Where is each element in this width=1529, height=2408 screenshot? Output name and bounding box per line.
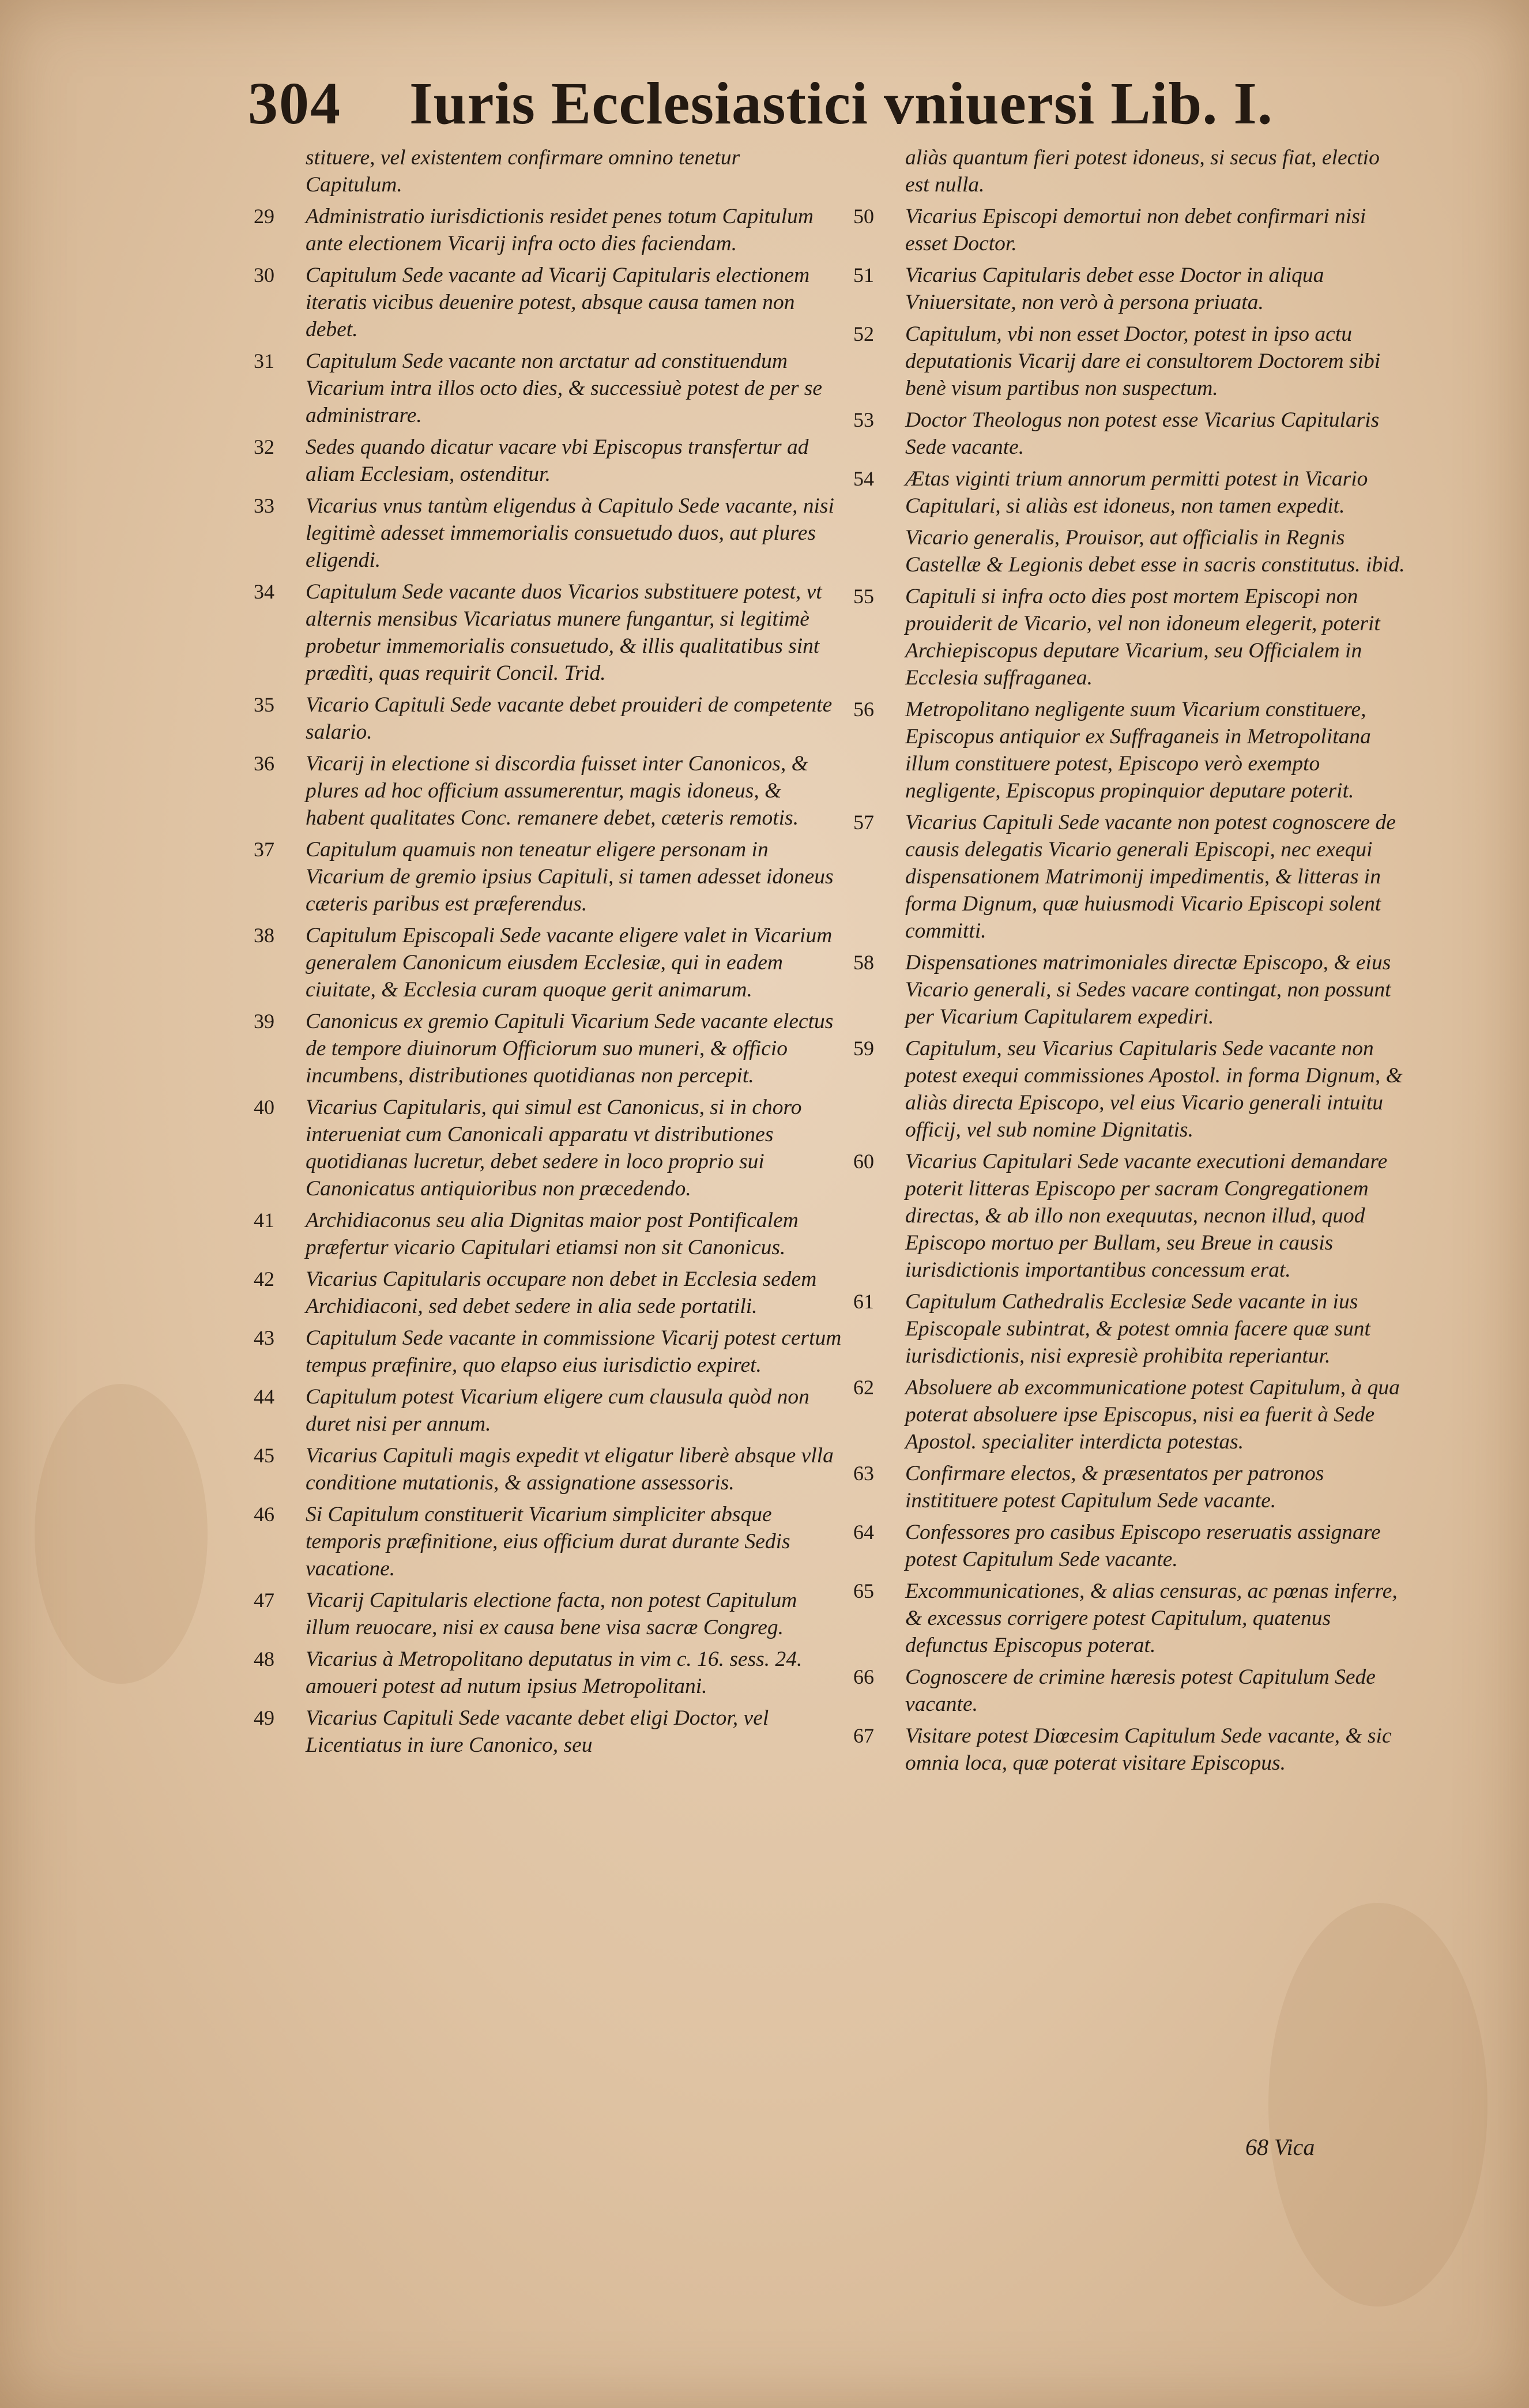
summary-entry bbox=[853, 321, 1407, 402]
entry-text: Cognoscere de crimine hæresis potest Capitulum Sede vacante. bbox=[905, 1665, 1376, 1716]
summary-entry bbox=[853, 144, 1407, 198]
entry-text: Dispensationes matrimoniales directæ Episcopo, & eius Vicario generali, si Sedes vacare contingat, non possunt per Vicarium Capitularem expediri. bbox=[905, 951, 1391, 1029]
entry-text: Doctor Theologus non potest esse Vicarius Capitularis Sede vacante. bbox=[905, 408, 1380, 459]
entry-text: Capitulum Sede vacante in commissione Vicarij potest certum tempus præfinire, quo elapso eius iurisdictio expiret. bbox=[306, 1326, 842, 1377]
entry-text: Excommunicationes, & alias censuras, ac pœnas inferre, & excessus corrigere potest Capitulum, quatenus defunctus Episcopus poterat. bbox=[905, 1579, 1398, 1657]
entry-text: Vicarij in electione si discordia fuisset inter Canonicos, & plures ad hoc officium assumerentur, magis idoneus, & habent qualitates Conc. remanere debet, cæteris remotis. bbox=[306, 752, 808, 830]
summary-entry bbox=[254, 348, 842, 429]
summary-entry bbox=[254, 144, 842, 198]
summary-entry bbox=[254, 1266, 842, 1320]
summary-entry bbox=[853, 1148, 1407, 1284]
entry-number: 41 bbox=[254, 1209, 274, 1232]
entry-number: 66 bbox=[853, 1665, 874, 1688]
entry-text: Capitulum Episcopali Sede vacante eligere valet in Vicarium generalem Canonicum eiusdem Ecclesiæ, qui in eadem ciuitate, & Ecclesia curam quoque gerit animarum. bbox=[306, 924, 833, 1002]
entry-number: 48 bbox=[254, 1647, 274, 1670]
entry-text: Vicarius Capituli Sede vacante debet eligi Doctor, vel Licentiatus in iure Canonico, seu bbox=[306, 1706, 769, 1757]
entry-number: 65 bbox=[853, 1579, 874, 1602]
entry-number: 29 bbox=[254, 205, 274, 228]
entry-text: Vicarij Capitularis electione facta, non potest Capitulum illum reuocare, nisi ex causa bene visa sacræ Congreg. bbox=[306, 1589, 797, 1639]
summary-entry bbox=[254, 1442, 842, 1496]
entry-text: Si Capitulum constituerit Vicarium simpliciter absque temporis præfinitione, eius officium durat durante Sedis vacatione. bbox=[306, 1503, 790, 1581]
summary-entry bbox=[853, 949, 1407, 1030]
entry-text: Vicarius Capituli Sede vacante non potest cognoscere de causis delegatis Vicario generali Episcopi, nec exequi dispensationem Matrimonij impedimentis, & litteras in forma Dignum, quæ huiusmodi Vicario Episcopi solent committi. bbox=[905, 811, 1396, 943]
summary-entry bbox=[254, 691, 842, 746]
summary-entry bbox=[254, 578, 842, 687]
summary-entry bbox=[254, 922, 842, 1003]
entry-number: 62 bbox=[853, 1376, 874, 1399]
summary-entry bbox=[853, 696, 1407, 804]
summary-entry bbox=[853, 1035, 1407, 1143]
entry-text: Visitare potest Diœcesim Capitulum Sede vacante, & sic omnia loca, quæ poterat visitare Episcopus. bbox=[905, 1724, 1392, 1775]
summary-entry bbox=[254, 1501, 842, 1582]
summary-entry bbox=[254, 836, 842, 917]
entry-text: Vicarius vnus tantùm eligendus à Capitulo Sede vacante, nisi legitimè adesset immemorialis consuetudo duos, aut plures eligendi. bbox=[306, 494, 834, 572]
paper-stain bbox=[1268, 1903, 1487, 2307]
entry-number: 38 bbox=[254, 924, 274, 947]
entry-number: 34 bbox=[254, 580, 274, 603]
entry-number: 37 bbox=[254, 838, 274, 861]
entry-text: Capitulum, vbi non esset Doctor, potest in ipso actu deputationis Vicarij dare ei consultorem Doctorem sibi benè visum partibus non suspectum. bbox=[905, 322, 1381, 400]
summary-entry bbox=[254, 1587, 842, 1641]
entry-text: Capitulum Sede vacante non arctatur ad constituendum Vicarium intra illos octo dies, & successiuè potest de per se administrare. bbox=[306, 349, 823, 427]
entry-text: Administratio iurisdictionis residet penes totum Capitulum ante electionem Vicarij infra octo dies faciendam. bbox=[306, 205, 814, 255]
entry-number: 30 bbox=[254, 264, 274, 287]
entry-text: Vicarius Capitulari Sede vacante executioni demandare poterit litteras Episcopo per sacram Congregationem directas, & ab illo non exequutas, necnon illud, quod Episcopo mortuo per Bullam, seu Breue in causis iurisdictionis importantibus concessum erat. bbox=[905, 1150, 1388, 1282]
entry-text: Vicarius Capitularis occupare non debet in Ecclesia sedem Archidiaconi, sed debet sedere in alia sede portatili. bbox=[306, 1267, 817, 1318]
entry-text: Capitulum potest Vicarium eligere cum clausula quòd non duret nisi per annum. bbox=[306, 1385, 809, 1436]
entry-text: Capitulum Sede vacante ad Vicarij Capitularis electionem iteratis vicibus deuenire potest, absque causa tamen non debet. bbox=[306, 264, 810, 341]
entry-text: Archidiaconus seu alia Dignitas maior post Pontificalem præfertur vicario Capitulari etiamsi non sit Canonicus. bbox=[306, 1209, 799, 1259]
entry-text: Vicarius Capitularis debet esse Doctor in aliqua Vniuersitate, non verò à persona priuata. bbox=[905, 264, 1324, 314]
entry-text: Vicarius Capituli magis expedit vt eligatur liberè absque vlla conditione mutationis, & assignatione assessoris. bbox=[306, 1444, 834, 1495]
entry-text: Capitulum Cathedralis Ecclesiæ Sede vacante in ius Episcopale subintrat, & potest omnia facere quæ sunt iurisdictionis, nisi expresiè prohibita reperiantur. bbox=[905, 1290, 1370, 1368]
summary-entry bbox=[853, 1374, 1407, 1455]
summary-entry bbox=[254, 1646, 842, 1700]
summary-entry bbox=[853, 1722, 1407, 1777]
summary-entry bbox=[853, 583, 1407, 691]
summary-entry bbox=[853, 809, 1407, 945]
summary-entry bbox=[853, 1578, 1407, 1659]
entry-text: Vicario Capituli Sede vacante debet prouideri de competente salario. bbox=[306, 693, 833, 744]
paper-stain bbox=[35, 1384, 208, 1684]
entry-text: Capitulum Sede vacante duos Vicarios substituere potest, vt alternis mensibus Vicariatus munere fungantur, si legitimè probetur immemorialis consuetudo, & illis qualitatibus sint prædìti, quas requirit Concil. Trid. bbox=[306, 580, 822, 685]
running-title: Iuris Ecclesiastici vniuersi Lib. I. bbox=[409, 70, 1273, 137]
right-column bbox=[853, 144, 1407, 1781]
entry-number: 58 bbox=[853, 951, 874, 974]
entry-number: 55 bbox=[853, 585, 874, 608]
entry-text: Canonicus ex gremio Capituli Vicarium Sede vacante electus de tempore diuinorum Officiorum suo muneri, & officio incumbens, distributiones quotidianas non percepit. bbox=[306, 1010, 834, 1088]
entry-number: 46 bbox=[254, 1503, 274, 1526]
entry-text: Sedes quando dicatur vacare vbi Episcopus transfertur ad aliam Ecclesiam, ostenditur. bbox=[306, 435, 809, 486]
summary-entry bbox=[853, 262, 1407, 316]
summary-entry bbox=[254, 750, 842, 831]
entry-text: Vicarius Episcopi demortui non debet confirmari nisi esset Doctor. bbox=[905, 205, 1366, 255]
entry-number: 36 bbox=[254, 752, 274, 775]
entry-number: 33 bbox=[254, 494, 274, 517]
summary-entry bbox=[254, 1325, 842, 1379]
entry-number: 35 bbox=[254, 693, 274, 716]
summary-entry bbox=[853, 203, 1407, 257]
entry-number: 49 bbox=[254, 1706, 274, 1729]
entry-number: 47 bbox=[254, 1589, 274, 1612]
entry-text: Capitulum quamuis non teneatur eligere personam in Vicarium de gremio ipsius Capituli, si tamen adesset idoneus cæteris paribus est præferendus. bbox=[306, 838, 834, 916]
entry-number: 44 bbox=[254, 1385, 274, 1408]
entry-number: 53 bbox=[853, 408, 874, 431]
entry-text: Vicarius à Metropolitano deputatus in vim c. 16. sess. 24. amoueri potest ad nutum ipsius Metropolitani. bbox=[306, 1647, 803, 1698]
entry-number: 64 bbox=[853, 1521, 874, 1544]
entry-number: 61 bbox=[853, 1290, 874, 1313]
summary-entry bbox=[254, 262, 842, 343]
entry-text: Confirmare electos, & præsentatos per patronos institituere potest Capitulum Sede vacante. bbox=[905, 1462, 1324, 1512]
summary-entry bbox=[853, 1664, 1407, 1718]
entry-number: 51 bbox=[853, 264, 874, 287]
summary-entry bbox=[254, 1008, 842, 1089]
entry-text: Metropolitano negligente suum Vicarium constituere, Episcopus antiquior ex Suffraganeis in Metropolitana illum constituere potest, Episcopo verò exempto negligente, Episcopus propinquior deputare poterit. bbox=[905, 698, 1371, 803]
summary-entry bbox=[853, 1288, 1407, 1369]
catchword: 68 Vica bbox=[1245, 2134, 1315, 2160]
left-column bbox=[254, 144, 842, 1763]
summary-entry bbox=[254, 1383, 842, 1438]
entry-text: Vicario generalis, Prouisor, aut officialis in Regnis Castellæ & Legionis debet esse in sacris constitutus. ibid. bbox=[905, 526, 1405, 577]
entry-text: stituere, vel existentem confirmare omnino tenetur Capitulum. bbox=[306, 146, 740, 197]
summary-entry bbox=[254, 1705, 842, 1759]
entry-number: 56 bbox=[853, 698, 874, 721]
entry-text: Capituli si infra octo dies post mortem Episcopi non prouiderit de Vicario, vel non idoneum elegerit, poterit Archiepiscopus deputare Vicarium, seu Officialem in Ecclesia suffraganea. bbox=[905, 585, 1380, 690]
entry-number: 60 bbox=[853, 1150, 874, 1173]
entry-text: Capitulum, seu Vicarius Capitularis Sede vacante non potest exequi commissiones Apostol. in forma Dignum, & aliàs directa Episcopo, vel eius Vicario generali intuitu officij, vel sub nomine Dignitatis. bbox=[905, 1037, 1403, 1142]
summary-entry bbox=[853, 1519, 1407, 1573]
entry-text: aliàs quantum fieri potest idoneus, si secus fiat, electio est nulla. bbox=[905, 146, 1380, 197]
summary-entry bbox=[254, 1094, 842, 1202]
summary-entry bbox=[254, 203, 842, 257]
summary-entry bbox=[254, 434, 842, 488]
entry-text: Absoluere ab excommunicatione potest Capitulum, à qua poterat absoluere ipse Episcopus, nisi ea fuerit à Sede Apostol. specialiter interdicta potestas. bbox=[905, 1376, 1400, 1454]
entry-number: 50 bbox=[853, 205, 874, 228]
entry-number: 67 bbox=[853, 1724, 874, 1747]
entry-number: 45 bbox=[254, 1444, 274, 1467]
entry-number: 40 bbox=[254, 1096, 274, 1119]
entry-text: Confessores pro casibus Episcopo reseruatis assignare potest Capitulum Sede vacante. bbox=[905, 1521, 1381, 1571]
summary-entry bbox=[853, 1460, 1407, 1514]
entry-text: Vicarius Capitularis, qui simul est Canonicus, si in choro interueniat cum Canonicali apparatu vt distributiones quotidianas lucretur, debet sedere in loco proprio sui Canonicatus antiquioribus non præcedendo. bbox=[306, 1096, 802, 1201]
entry-number: 32 bbox=[254, 435, 274, 458]
summary-entry bbox=[853, 524, 1407, 578]
entry-number: 59 bbox=[853, 1037, 874, 1060]
summary-entry bbox=[254, 1207, 842, 1261]
entry-number: 57 bbox=[853, 811, 874, 834]
entry-number: 63 bbox=[853, 1462, 874, 1485]
entry-number: 42 bbox=[254, 1267, 274, 1290]
entry-number: 43 bbox=[254, 1326, 274, 1349]
entry-text: Ætas viginti trium annorum permitti potest in Vicario Capitulari, si aliàs est idoneus, non tamen expedit. bbox=[905, 467, 1368, 518]
page-header bbox=[248, 69, 1343, 150]
summary-entry bbox=[853, 407, 1407, 461]
entry-number: 52 bbox=[853, 322, 874, 345]
page-number: 304 bbox=[248, 70, 341, 137]
entry-number: 54 bbox=[853, 467, 874, 490]
summary-entry bbox=[853, 465, 1407, 520]
summary-entry bbox=[254, 492, 842, 574]
entry-number: 31 bbox=[254, 349, 274, 373]
entry-number: 39 bbox=[254, 1010, 274, 1033]
